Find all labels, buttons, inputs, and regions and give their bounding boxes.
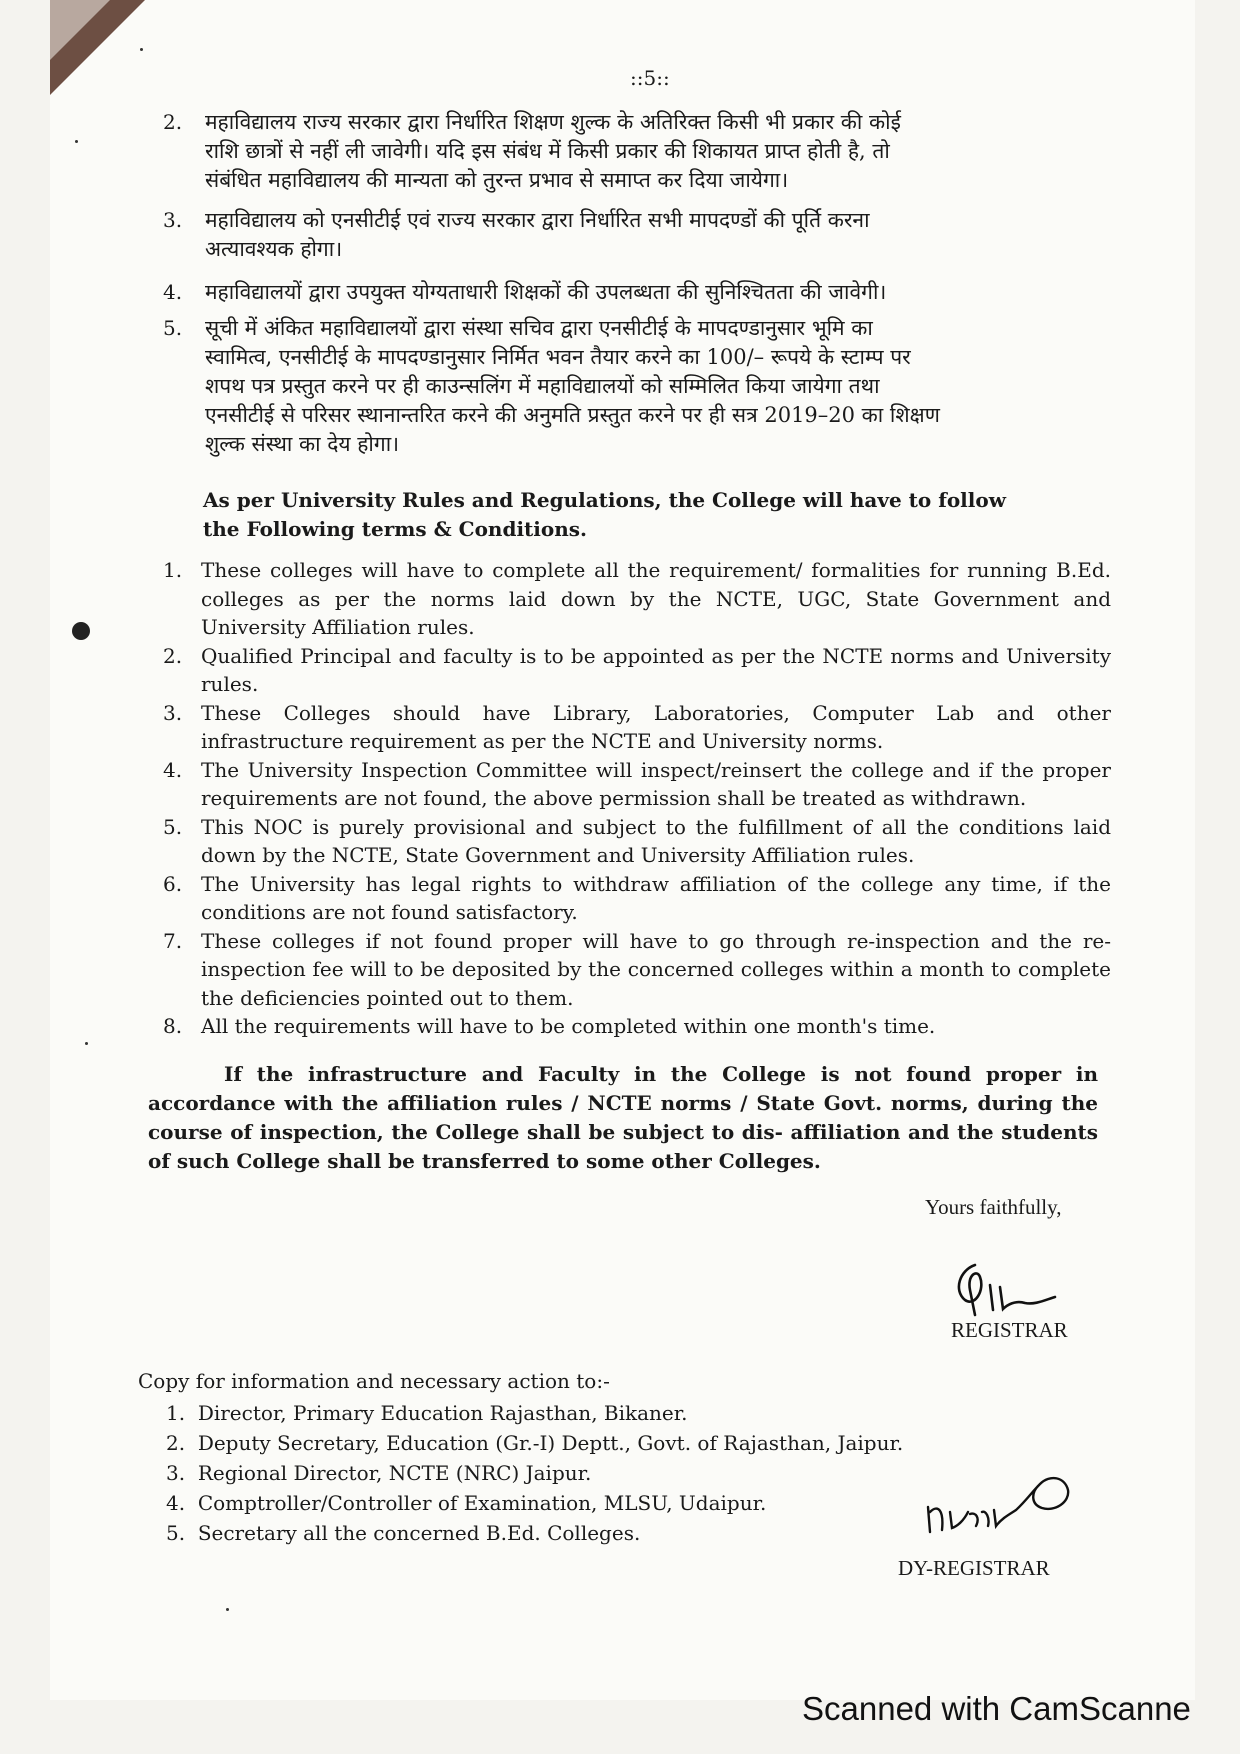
registrar-title: REGISTRAR: [951, 1318, 1068, 1342]
condition-text: These colleges will have to complete all the requirement/ formalities for running B.Ed. colleges as per the norms laid down by the NCTE, UGC, State Government and University Affiliation rules.: [201, 558, 1111, 639]
copy-number: 1.: [166, 1401, 186, 1425]
condition-number: 7.: [163, 928, 183, 953]
copy-number: 4.: [166, 1491, 186, 1515]
hindi-line: संबंधित महाविद्यालय की मान्यता को तुरन्त प्रभाव से समाप्त कर दिया जायेगा।: [205, 168, 789, 192]
condition-number: 3.: [163, 700, 183, 725]
speck: [140, 48, 143, 51]
dy-registrar-title: DY-REGISTRAR: [898, 1556, 1050, 1580]
condition-number: 8.: [163, 1014, 183, 1038]
closing-paragraph: If the infrastructure and Faculty in the College is not found proper in accordance with the affiliation rules / NCTE norms / State Govt. norms, during the course of inspection, the College shall be subject to dis- affiliation and the students of such College shall be transferred to some other Colleges.: [148, 1062, 1098, 1173]
punch-hole: [72, 622, 90, 640]
copy-heading: Copy for information and necessary action to:-: [138, 1369, 610, 1393]
hindi-item-number: 5.: [163, 316, 183, 340]
condition-item: [163, 699, 1111, 756]
hindi-item-number: 2.: [163, 110, 183, 134]
condition-item: [163, 642, 1111, 699]
copy-number: 5.: [166, 1521, 186, 1545]
intro-paragraph: As per University Rules and Regulations, the College will have to follow the Following terms & Conditions.: [203, 488, 1006, 541]
condition-text: All the requirements will have to be completed within one month's time.: [201, 1014, 936, 1038]
hindi-line: अत्यावश्यक होगा।: [205, 237, 343, 261]
hindi-line: महाविद्यालय को एनसीटीई एवं राज्य सरकार द्वारा निर्धारित सभी मापदण्डों की पूर्ति करना: [205, 208, 870, 232]
hindi-line: स्वामित्व, एनसीटीई के मापदण्डानुसार निर्मित भवन तैयार करने का 100/– रूपये के स्टाम्प पर: [205, 345, 911, 369]
condition-text: These Colleges should have Library, Laboratories, Computer Lab and other infrastructure requirement as per the NCTE and University norms.: [201, 700, 1111, 753]
condition-number: 2.: [163, 643, 183, 668]
hindi-line: राशि छात्रों से नहीं ली जावेगी। यदि इस संबंध में किसी प्रकार की शिकायत प्राप्त होती है, तो: [205, 139, 890, 163]
page-fold-highlight: [50, 0, 110, 60]
condition-number: 1.: [163, 558, 183, 582]
condition-item: [163, 556, 1111, 642]
condition-text: This NOC is purely provisional and subject to the fulfillment of all the conditions laid down by the NCTE, State Government and University Affiliation rules.: [201, 814, 1111, 867]
condition-item: [163, 1012, 1111, 1041]
condition-number: 6.: [163, 871, 183, 896]
conditions-list: [163, 556, 1111, 1041]
condition-number: 5.: [163, 814, 183, 839]
condition-item: [163, 927, 1111, 1013]
scanner-watermark: Scanned with CamScanne: [802, 1690, 1191, 1727]
hindi-line: महाविद्यालयों द्वारा उपयुक्त योग्यताधारी शिक्षकों की उपलब्धता की सुनिश्चितता की जावेगी।: [205, 280, 887, 304]
condition-item: [163, 813, 1111, 870]
hindi-item-number: 3.: [163, 208, 183, 232]
speck: [226, 1608, 229, 1611]
copy-text: Secretary all the concerned B.Ed. Colleges.: [197, 1521, 641, 1545]
copy-item: [166, 1398, 986, 1428]
copy-number: 2.: [166, 1431, 186, 1455]
hindi-line: सूची में अंकित महाविद्यालयों द्वारा संस्था सचिव द्वारा एनसीटीई के मापदण्डानुसार भूमि का: [205, 316, 873, 340]
condition-number: 4.: [163, 757, 183, 782]
page-number: ::5::: [630, 66, 670, 90]
speck: [75, 140, 78, 143]
copy-text: Director, Primary Education Rajasthan, Bikaner.: [197, 1401, 688, 1425]
copy-item: [166, 1428, 986, 1458]
hindi-item-number: 4.: [163, 280, 183, 304]
speck: [85, 1042, 88, 1045]
dy-registrar-signature-icon: [920, 1462, 1095, 1547]
condition-text: These colleges if not found proper will have to go through re-inspection and the re-inspection fee will to be deposited by the concerned colleges within a month to complete the deficiencies pointed out to them.: [201, 928, 1111, 1010]
condition-text: The University Inspection Committee will inspect/reinsert the college and if the proper requirements are not found, the above permission shall be treated as withdrawn.: [201, 757, 1111, 810]
condition-text: Qualified Principal and faculty is to be appointed as per the NCTE norms and University rules.: [201, 643, 1111, 696]
condition-item: [163, 756, 1111, 813]
hindi-conditions: [163, 108, 1165, 468]
condition-item: [163, 870, 1111, 927]
yours-faithfully: Yours faithfully,: [925, 1195, 1062, 1219]
copy-list: [166, 1398, 986, 1548]
copy-item: [166, 1518, 986, 1548]
hindi-line: महाविद्यालय राज्य सरकार द्वारा निर्धारित शिक्षण शुल्क के अतिरिक्त किसी भी प्रकार की कोई: [205, 110, 901, 134]
copy-text: Comptroller/Controller of Examination, MLSU, Udaipur.: [197, 1491, 767, 1515]
hindi-line: एनसीटीई से परिसर स्थानान्तरित करने की अनुमति प्रस्तुत करने पर ही सत्र 2019–20 का शिक्षण: [205, 403, 940, 427]
copy-item: [166, 1488, 986, 1518]
copy-number: 3.: [166, 1461, 186, 1485]
hindi-line: शपथ पत्र प्रस्तुत करने पर ही काउन्सलिंग में महाविद्यालयों को सम्मिलित किया जायेगा तथा: [205, 374, 880, 398]
copy-item: [166, 1458, 986, 1488]
condition-text: The University has legal rights to withdraw affiliation of the college any time, if the conditions are not found satisfactory.: [201, 871, 1111, 924]
copy-text: Deputy Secretary, Education (Gr.-I) Deptt., Govt. of Rajasthan, Jaipur.: [197, 1431, 904, 1455]
copy-text: Regional Director, NCTE (NRC) Jaipur.: [197, 1461, 592, 1485]
hindi-line: शुल्क संस्था का देय होगा।: [205, 432, 400, 456]
